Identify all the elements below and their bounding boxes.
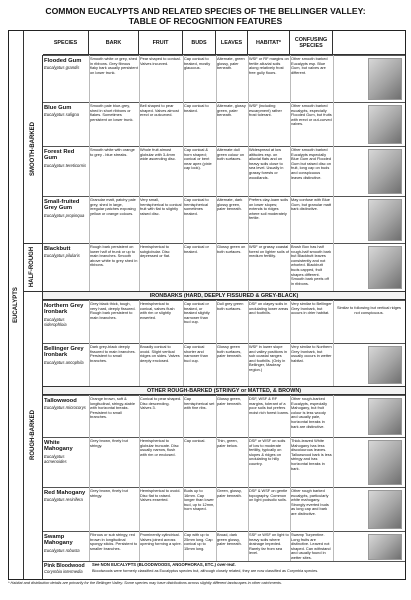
scientific-name: Eucalyptus tereticornis (44, 162, 87, 168)
leaves-text: Glossy green both surfaces, paler beneath. (217, 345, 242, 359)
bark-text: Grey brown, finely but stringy. (90, 439, 128, 448)
fruit-text: Hemispherical to subglobular. Disc depressed or flat. (140, 245, 171, 259)
confusing-text: Other rough-barked Eucalypts, especially Mahogany, but fruit colour is less woody and usually pale, horizontal breaks in bark are distinctive. (291, 397, 328, 429)
leaves-text: Alternate, green glossy, paler beneath. (217, 57, 245, 71)
species-cell (43, 563, 89, 575)
column-line (248, 395, 249, 561)
confusing-text: Very similar to Bellinger Grey Ironbark, but occurs in drier habitat. (291, 302, 332, 316)
scientific-name: Eucalyptus ancophila (44, 359, 84, 365)
common-name: Bellinger Grey Ironbark (44, 346, 84, 359)
bark-text: Granular matt, patchy pale grey, shed in large, irregular patches exposing yellow or orange colours. (90, 198, 136, 216)
group-eucalypts-label: EUCALYPTS (13, 287, 20, 323)
leaves-text: Green, glossy, paler beneath. (217, 489, 242, 498)
habitat-text: DSF or WSF on soils of low to moderate fertility, typically on slopes & ridges on undulating to hilly country. (249, 439, 286, 466)
column-line (290, 55, 291, 291)
confusing-text: Other smooth barked Eucalypts especially Blue Gum and Flooded Gum but raised disc on fruit, long cap on buds and conspicuous leaves distinctive. (291, 148, 332, 180)
column-line (139, 55, 140, 291)
group-rough-label: ROUGH-BARKED (29, 410, 36, 460)
bark-text: Grey brown, finely but stringy. (90, 489, 128, 498)
fruit-text: Pear shaped to conical. Valves incurved. (140, 57, 181, 66)
column-line (89, 300, 90, 386)
species-row (43, 531, 405, 561)
leaves-text: Alternate dull green colour on both surfaces. (217, 148, 245, 162)
leaves-text: Dull grey green both surfaces. (217, 302, 244, 311)
fruit-photo (368, 105, 402, 144)
bark-text: Dark grey-black deeply fissured to main branches. Persistent to small branches. (90, 345, 136, 363)
group-half-label: HALF-ROUGH (29, 246, 36, 288)
habitat-text: DSF on clayey soils in undulating lower areas and foothills. (249, 302, 289, 316)
fruit-text: Very small, hemispherical to conical fruit with flat to slightly raised disc. (140, 198, 182, 216)
common-name: Swamp Mahogany (44, 534, 73, 547)
habitat-text: Widespread at low altitudes esp. on alluvial flats and on heavy soils close to sea level. Usually in grassy forests or woodlands. (249, 148, 284, 180)
bark-text: Fibrous or sub stringy, red brown in longitudinal spongy sticks. Persistent to smaller branches. (90, 533, 138, 551)
section-other-rough: OTHER ROUGH-BARKED (STRINGY or MATTED, & BROWN) (43, 386, 405, 395)
column-line (248, 55, 249, 291)
fruit-text: Hemispherical to conical, valves flush with rim or slightly exserted. (140, 302, 175, 320)
column-line (183, 395, 184, 561)
column-line (216, 55, 217, 291)
fruit-text: Prominently cylindrical. Valves joined across opening forming a spire. (140, 533, 182, 547)
habitat-text: WSF or RF margins on fertile alluvial soils along relatively frost free gully floors. (249, 57, 289, 75)
scientific-name: Eucalyptus resinifera (44, 497, 83, 503)
column-line (290, 300, 291, 386)
fruit-text: Conical to pear shaped. Disc descending. Valves 3. (140, 397, 182, 411)
species-row (43, 300, 405, 343)
common-name: Pink Bloodwood (44, 563, 85, 569)
column-line (216, 395, 217, 561)
fruit-photo (368, 199, 402, 241)
group-rough (23, 291, 43, 579)
group-smooth (23, 55, 43, 244)
section-ironbarks: IRONBARKS (HARD, DEEPLY FISSURED & GREY-BLACK) (43, 291, 405, 300)
fruit-text: Hemispherical to globular truncate. Disc usually narrow, flush with rim or enclosed. (140, 439, 179, 457)
leaves-text: Thin, green, paler below. (217, 439, 238, 448)
column-line (333, 300, 334, 386)
scientific-name: Eucalyptus acmenoides (44, 453, 67, 464)
recognition-table (8, 30, 406, 580)
species-cell (43, 198, 89, 219)
confusing-text: Very similar to Northern Grey Ironbark, but usually occurs in wetter habitat. (291, 345, 332, 363)
scientific-name: Eucalyptus grandis (44, 65, 80, 71)
bark-text: Orange brown, soft & longitudinal, stringy-stable with horizontal breaks. Persistent to small branches. (90, 397, 135, 420)
species-cell (43, 439, 89, 465)
column-line (89, 395, 90, 561)
header-buds: BUDS (183, 31, 216, 55)
confusing-text: Other rough barked eucalypts, particularly white mahogany. Strongly everted buds as long cap and bark are distinctive. (291, 489, 329, 516)
species-cell (43, 104, 89, 118)
fruit-photo (368, 398, 402, 435)
header-leaves: LEAVES (216, 31, 248, 55)
species-row (43, 437, 405, 487)
group-half-rough (23, 243, 43, 292)
buds-text: Cap conical shorter and narrower than bud cup. (184, 345, 209, 363)
column-line (333, 55, 334, 291)
header-species: SPECIES (43, 31, 89, 55)
footnote: * Habitat and distribution details are primarily for the Bellinger Valley. Some species may have distributions across slightly different landscapes in other catchments. (8, 581, 282, 585)
species-cell (43, 533, 89, 554)
species-cell (43, 148, 89, 169)
buds-text: Cap conical or beaked. (184, 245, 209, 254)
leaves-text: Glossy green on both surfaces. (217, 245, 246, 254)
buds-text: Cap hemispherical set with fine ribs. (184, 397, 215, 411)
species-cell (43, 302, 89, 328)
species-row (43, 243, 405, 291)
scientific-name: Eucalyptus microcorys (44, 405, 86, 411)
species-row (43, 561, 405, 579)
common-name: Blue Gum (44, 105, 72, 111)
habitat-text: DSF, WSF & RF margins, tolerant of a poor soils but prefers moist rich forest loams. (249, 397, 289, 415)
common-name: Red Mahogany (44, 490, 86, 496)
leaves-text: Alternate, glossy green, paler beneath. (217, 104, 246, 118)
bloodwood-note-2: Bloodwoods were formerly classified as Eucalyptus species but, although closely related, they are now classified as Corymbia species. (92, 569, 319, 573)
buds-text: Cap conical to hemispherical sometimes beaked. (184, 198, 209, 216)
fruit-text: Whole fruit almost globular with 3-4mm wide ascending disc. (140, 148, 176, 162)
column-line (333, 395, 334, 561)
header-fruit: FRUIT (139, 31, 183, 55)
bark-text: Smooth white with orange to grey - blue streaks. (90, 148, 135, 157)
scientific-name: Eucalyptus siderophloia (44, 316, 67, 327)
confusing-text: Swamp Turpentine. Long fruits are distinctive. Leaved not shaped. Can withstand and usually found in wetter sites. (291, 533, 331, 560)
common-name: Tallowwood (44, 398, 77, 404)
fruit-text: Broadly conical to ovoid. Slight vertical ridges on sides. Valves deeply enclosed. (140, 345, 180, 363)
species-row (43, 395, 405, 437)
confusing-text: May confuse with Blue Gum, but granular matt bark distinctive. (291, 198, 332, 212)
habitat-text: SSF or WSF on light to heavy soils where drainage impeded. Rarely far from sea level. (249, 533, 289, 556)
bark-text: Rough bark persistent on lower half of trunk or up to main branches. Smooth above white to grey shed in ribbons. (90, 245, 138, 268)
bloodwood-note: See NON EUCALYPTS (BLOODWOODS, ANGOPHORAS, ETC.) over-leaf. (92, 563, 236, 567)
fruit-text: Bell shaped to pear shaped. Valves almost erect or outcurved. (140, 104, 179, 118)
common-name: Small-fruited Grey Gum (44, 199, 80, 212)
scientific-name: Eucalyptus robusta (44, 547, 80, 553)
buds-text: Buds up to 16mm. Cap longer than lower bud, up to 12mm, horn shaped. (184, 489, 215, 512)
common-name: Blackbutt (44, 246, 71, 252)
fruit-photo (368, 440, 402, 485)
common-name: Flooded Gum (44, 58, 82, 64)
confusing-text: Other smooth barked Eucalypts esp. Blue Gum, but valves are different. (291, 57, 328, 75)
scientific-name: Corymbia intermedia (44, 569, 83, 575)
species-cell (43, 57, 89, 71)
species-row (43, 487, 405, 531)
title-line-2: TABLE OF RECOGNITION FEATURES (128, 16, 283, 26)
leaves-text: Broad, dark green glossy, paler beneath. (217, 533, 242, 547)
column-line (89, 55, 90, 291)
fruit-photo (368, 490, 402, 529)
species-cell (43, 245, 89, 259)
common-name: Northern Grey Ironbark (44, 303, 84, 316)
bark-text: Smooth pale blue-grey, shed in short ribbons or flakes. Sometimes persistent on lower trunk. (90, 104, 134, 122)
title-line-1: COMMON EUCALYPTS AND RELATED SPECIES OF THE BELLINGER VALLEY: (45, 6, 366, 16)
buds-text: Cap conical to beaked, mostly glaucous. (184, 57, 211, 71)
species-row (43, 343, 405, 386)
column-line (290, 395, 291, 561)
confusing-text: Brush Box has half rough-half smooth bark but Blackbutt leaves consistently and not whorled. Blackbutt buds capped, fruit shapes different. Smooth bark peels off in ribbons. (291, 245, 332, 286)
header-habitat: HABITAT* (248, 31, 290, 55)
header-images (333, 31, 405, 55)
column-line (248, 300, 249, 386)
column-line (139, 395, 140, 561)
habitat-text: Prefers clay-loam soils on lower slopes; extends to ridges where soil moderately fertile. (249, 198, 289, 221)
column-line (183, 300, 184, 386)
column-line (216, 300, 217, 386)
species-cell (43, 397, 89, 411)
document-title (0, 6, 411, 26)
species-cell (43, 345, 89, 366)
common-name: White Mahogany (44, 440, 73, 453)
habitat-text: WSF or grassy coastal forest on lighter soils of medium fertility. (249, 245, 290, 259)
leaves-text: Alternate, dark glossy green, paler beneath. (217, 198, 243, 212)
confusing-text: Thick-leaved White Mahogany has less discolourous leaves. Tallowwood bark is less stringy and has horizontal breaks in bark. (291, 439, 332, 471)
header-confusing: CONFUSING SPECIES (290, 31, 333, 55)
species-row (43, 146, 405, 196)
group-eucalypts (9, 31, 24, 579)
fruit-photo (368, 534, 402, 560)
species-row (43, 196, 405, 243)
habitat-text: WSF (including escarpment) rather frost tolerant. (249, 104, 282, 118)
fruit-text: Hemispherical to ovoid. Disc flat to raised. Valves exserted. (140, 489, 181, 503)
species-row (43, 55, 405, 102)
column-line (183, 55, 184, 291)
group-smooth-label: SMOOTH-BARKED (29, 122, 36, 176)
species-cell (43, 489, 89, 503)
fruit-photo (368, 246, 402, 289)
common-name: Forest Red Gum (44, 149, 75, 162)
buds-text: Cap conical to beaked. (184, 104, 209, 113)
column-line (139, 300, 140, 386)
buds-text: Cap conical. (184, 439, 206, 443)
fruit-photo (368, 346, 402, 384)
scientific-name: Eucalyptus propinqua (44, 212, 85, 218)
ironbark-side-note: Similar to following but vertical ridges not conspicuous. (336, 305, 401, 315)
fruit-photo (368, 58, 402, 100)
confusing-text: Other smooth barked eucalypts, especially Flooded Gum, but fruits with erect or out-curved valves. (291, 104, 332, 127)
scientific-name: Eucalyptus saligna (44, 112, 79, 118)
fruit-photo (368, 149, 402, 194)
buds-text: Cap with up to 25mm long. Cap conical up to 15mm long. (184, 533, 213, 551)
bark-text: Smooth white or grey, shed in ribbons. Grey fibrous flaky bark usually persistent on lower trunk. (90, 57, 138, 75)
habitat-text: DSF & WSF on gentle topography. Common on light podsolic soils. (249, 489, 288, 503)
species-row (43, 102, 405, 146)
header-bark: BARK (89, 31, 139, 55)
habitat-text: WSF in lower slope and valley positions in sub coastal ranges and foothills. (Only in Bellinger, Macleay region.) (249, 345, 288, 372)
buds-text: Cap conical or beaked, or beaked slightly narrower than bud cup. (184, 302, 210, 325)
bark-text: Grey black thick, tough, very hard, deeply fissured. Rough bark persistent to main branches. (90, 302, 136, 320)
buds-text: Cap conical & horn shaped; conical or bent near apex (pixie cap look). (184, 148, 212, 171)
leaves-text: Glossy green, paler beneath. (217, 397, 242, 406)
scientific-name: Eucalyptus pilularis (44, 253, 80, 259)
